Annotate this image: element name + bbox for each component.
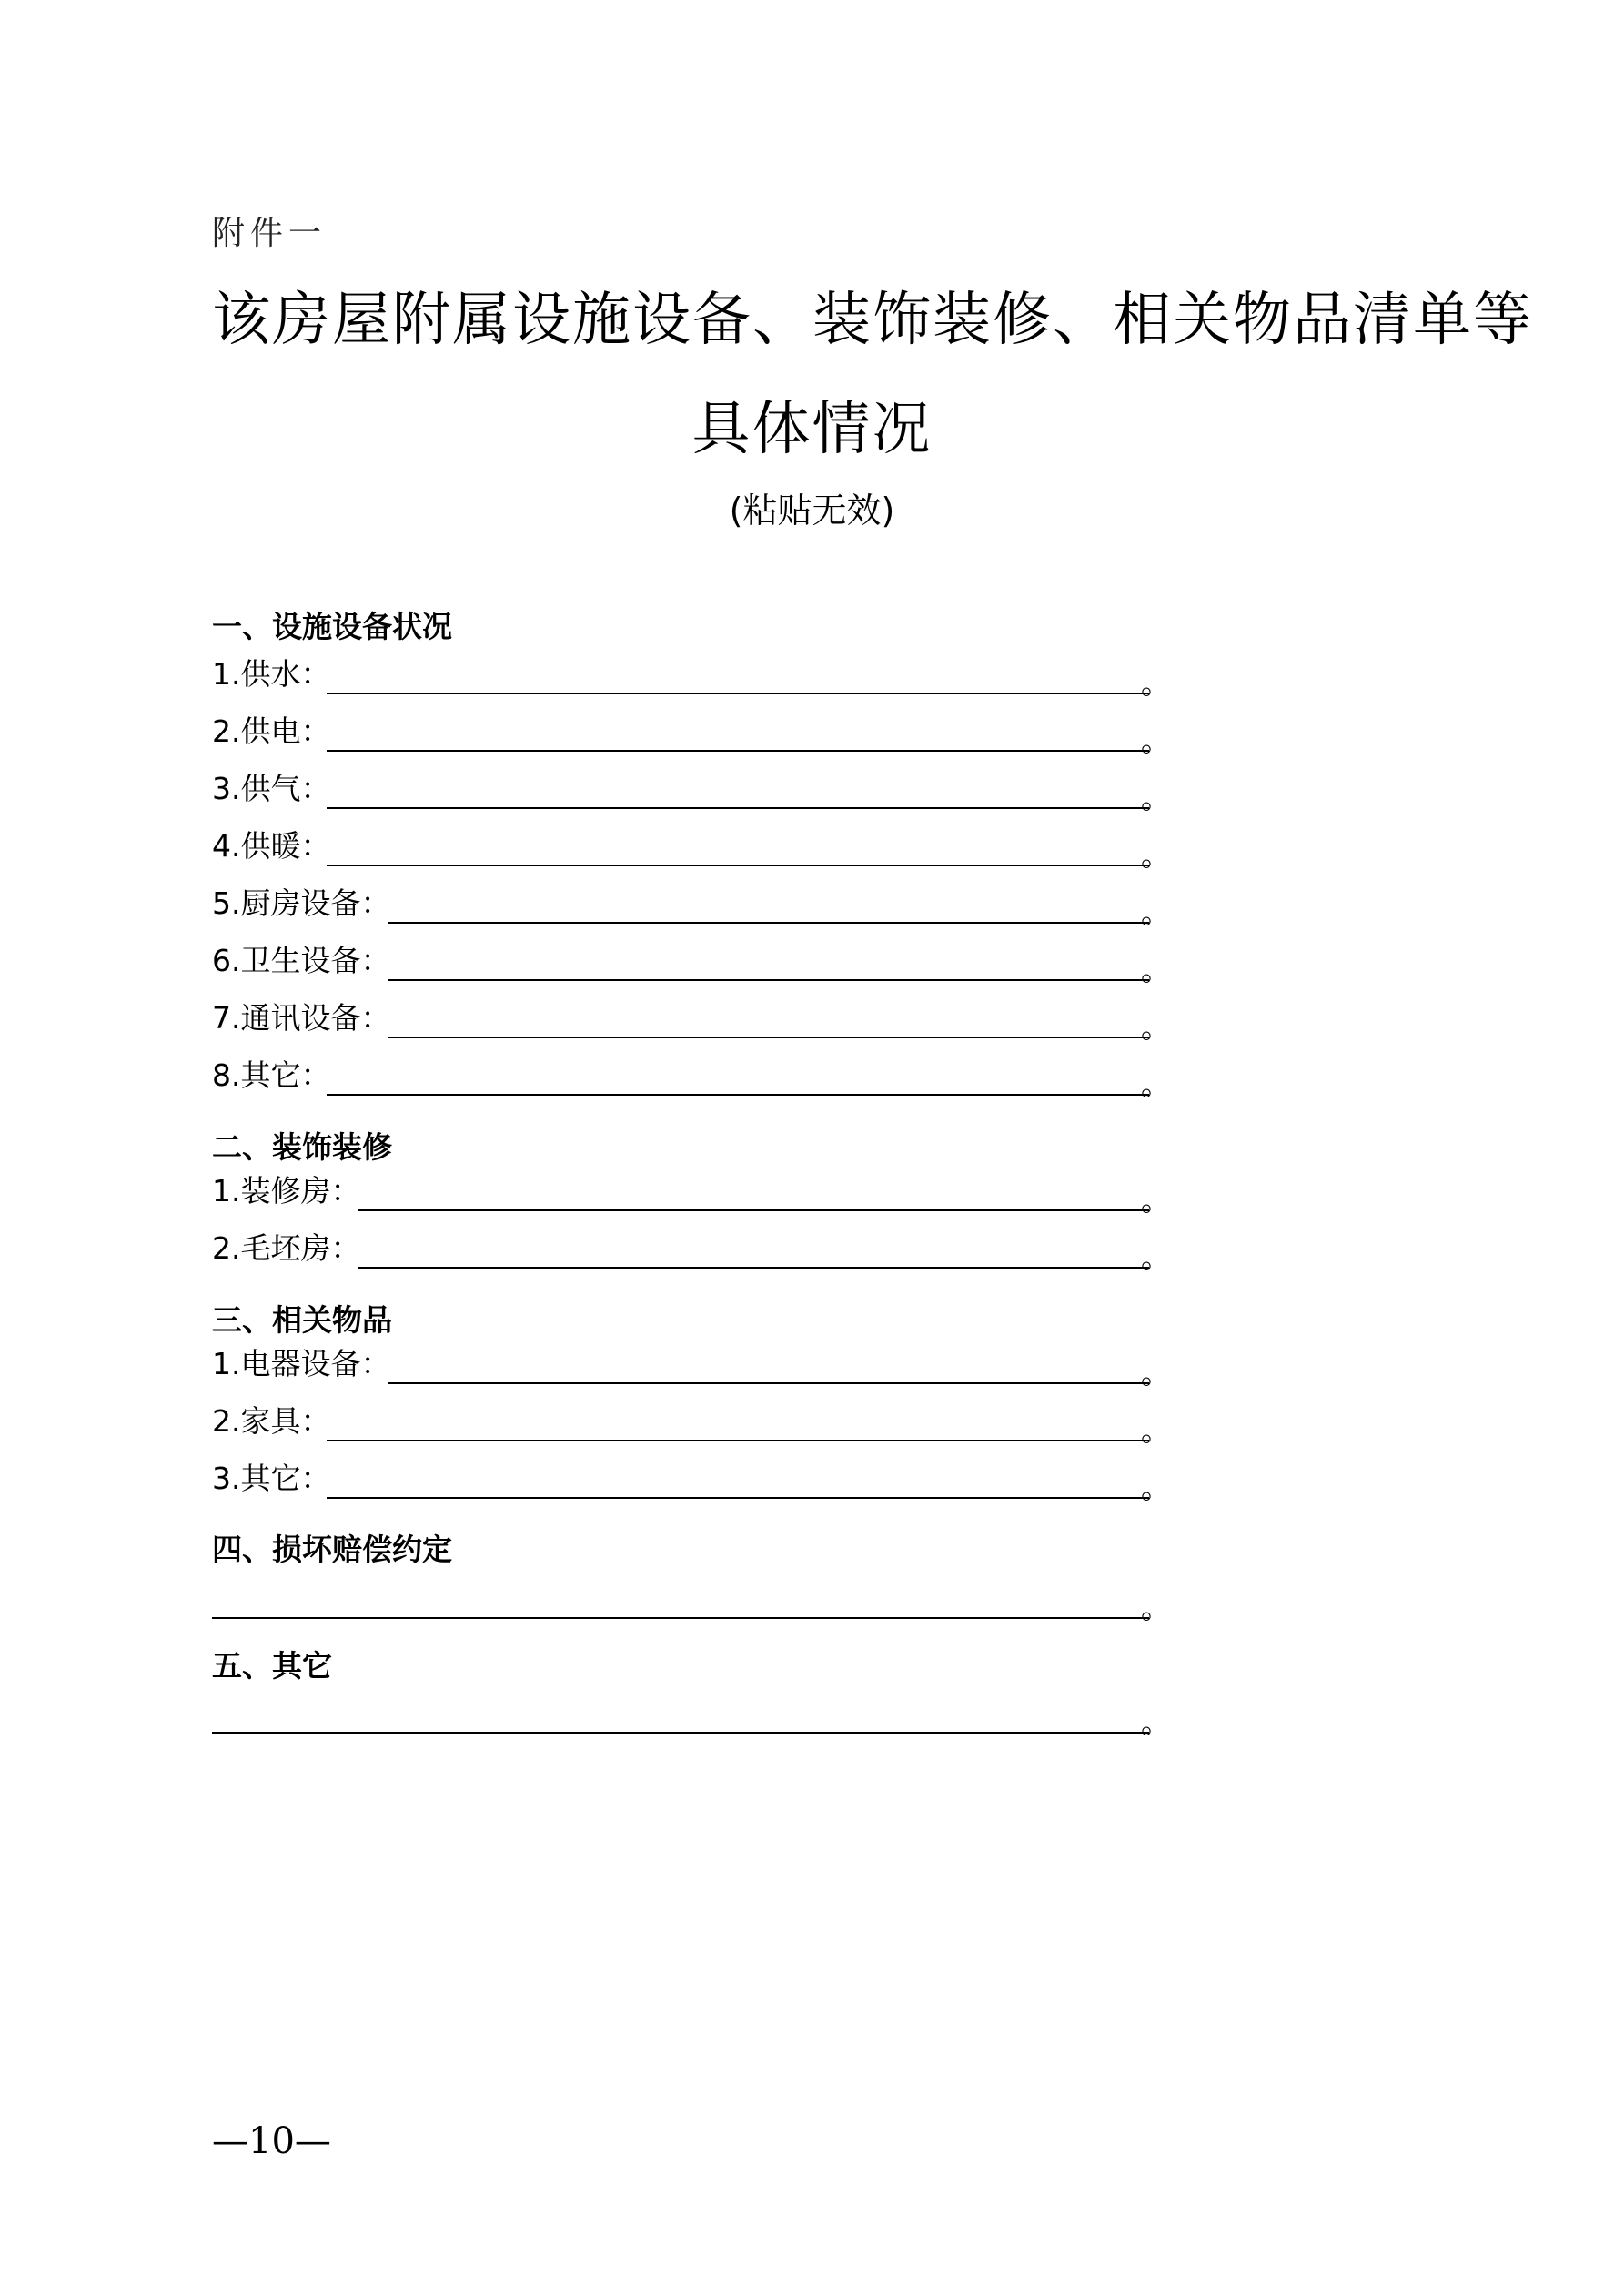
end-mark: 。 — [1141, 1009, 1171, 1045]
field-label: 2.供电： — [212, 713, 331, 749]
fill-in-blank[interactable] — [327, 693, 1149, 694]
fill-in-blank[interactable] — [358, 1209, 1149, 1211]
field-label: 4.供暖： — [212, 828, 331, 864]
fill-in-blank[interactable] — [327, 807, 1149, 809]
fill-in-blank[interactable] — [327, 1497, 1149, 1499]
end-mark: 。 — [1141, 952, 1171, 987]
fill-in-blank[interactable] — [388, 922, 1149, 924]
field-label: 3.供气： — [212, 771, 331, 806]
section-heading-facilities: 一、设施设备状况 — [212, 609, 452, 644]
form-row-items-other — [212, 1463, 1176, 1507]
fill-in-blank[interactable] — [327, 750, 1149, 752]
field-label: 8.其它： — [212, 1057, 331, 1093]
end-mark: 。 — [1141, 1412, 1171, 1448]
end-mark: 。 — [1141, 1590, 1171, 1625]
end-mark: 。 — [1141, 1704, 1171, 1740]
field-label: 2.家具： — [212, 1403, 331, 1439]
form-row-heating — [212, 828, 1176, 875]
form-row-unfinished — [212, 1230, 1176, 1277]
fill-in-blank[interactable] — [327, 1094, 1149, 1096]
end-mark: 。 — [1141, 1182, 1171, 1218]
fill-in-blank[interactable] — [327, 1440, 1149, 1441]
form-row-other — [212, 1698, 1176, 1742]
end-mark: 。 — [1141, 665, 1171, 701]
field-label: 1.装修房： — [212, 1173, 361, 1209]
form-row-damage — [212, 1583, 1176, 1627]
end-mark: 。 — [1141, 1239, 1171, 1275]
field-label: 5.厨房设备： — [212, 885, 391, 921]
annex-label: 附件一 — [212, 215, 328, 252]
form-row-furniture — [212, 1403, 1176, 1450]
end-mark: 。 — [1141, 780, 1171, 815]
fill-in-blank[interactable] — [358, 1267, 1149, 1269]
form-row-electricity — [212, 713, 1176, 760]
form-row-appliances — [212, 1346, 1176, 1392]
field-label: 6.卫生设备： — [212, 943, 391, 978]
field-label: 1.电器设备： — [212, 1346, 391, 1381]
title-line-2: 具体情况 — [691, 396, 933, 463]
form-row-water — [212, 656, 1176, 703]
section-heading-items: 三、相关物品 — [212, 1302, 392, 1338]
fill-in-blank[interactable] — [388, 1382, 1149, 1384]
fill-in-blank[interactable] — [212, 1732, 1149, 1734]
end-mark: 。 — [1141, 723, 1171, 758]
field-label: 2.毛坯房： — [212, 1230, 361, 1266]
section-heading-other: 五、其它 — [212, 1648, 332, 1684]
end-mark: 。 — [1141, 895, 1171, 930]
page-number: —10— — [212, 2120, 331, 2162]
fill-in-blank[interactable] — [212, 1617, 1149, 1619]
form-row-gas — [212, 771, 1176, 817]
end-mark: 。 — [1141, 1067, 1171, 1102]
form-row-decorated — [212, 1173, 1176, 1219]
end-mark: 。 — [1141, 1355, 1171, 1391]
field-label: 1.供水： — [212, 656, 331, 692]
title-line-1: 该房屋附属设施设备、装饰装修、相关物品清单等 — [212, 287, 1533, 354]
form-row-facilities-other — [212, 1057, 1176, 1104]
field-label: 7.通讯设备： — [212, 1000, 391, 1036]
fill-in-blank[interactable] — [388, 1037, 1149, 1038]
fill-in-blank[interactable] — [327, 865, 1149, 866]
section-heading-decoration: 二、装饰装修 — [212, 1129, 392, 1165]
form-row-kitchen — [212, 885, 1176, 932]
form-row-telecom — [212, 1000, 1176, 1047]
form-row-sanitary — [212, 943, 1176, 989]
subtitle-note: (粘贴无效) — [729, 491, 895, 531]
section-heading-damage: 四、损坏赔偿约定 — [212, 1532, 452, 1567]
end-mark: 。 — [1141, 837, 1171, 873]
fill-in-blank[interactable] — [388, 979, 1149, 981]
field-label: 3.其它： — [212, 1461, 331, 1496]
end-mark: 。 — [1141, 1470, 1171, 1505]
